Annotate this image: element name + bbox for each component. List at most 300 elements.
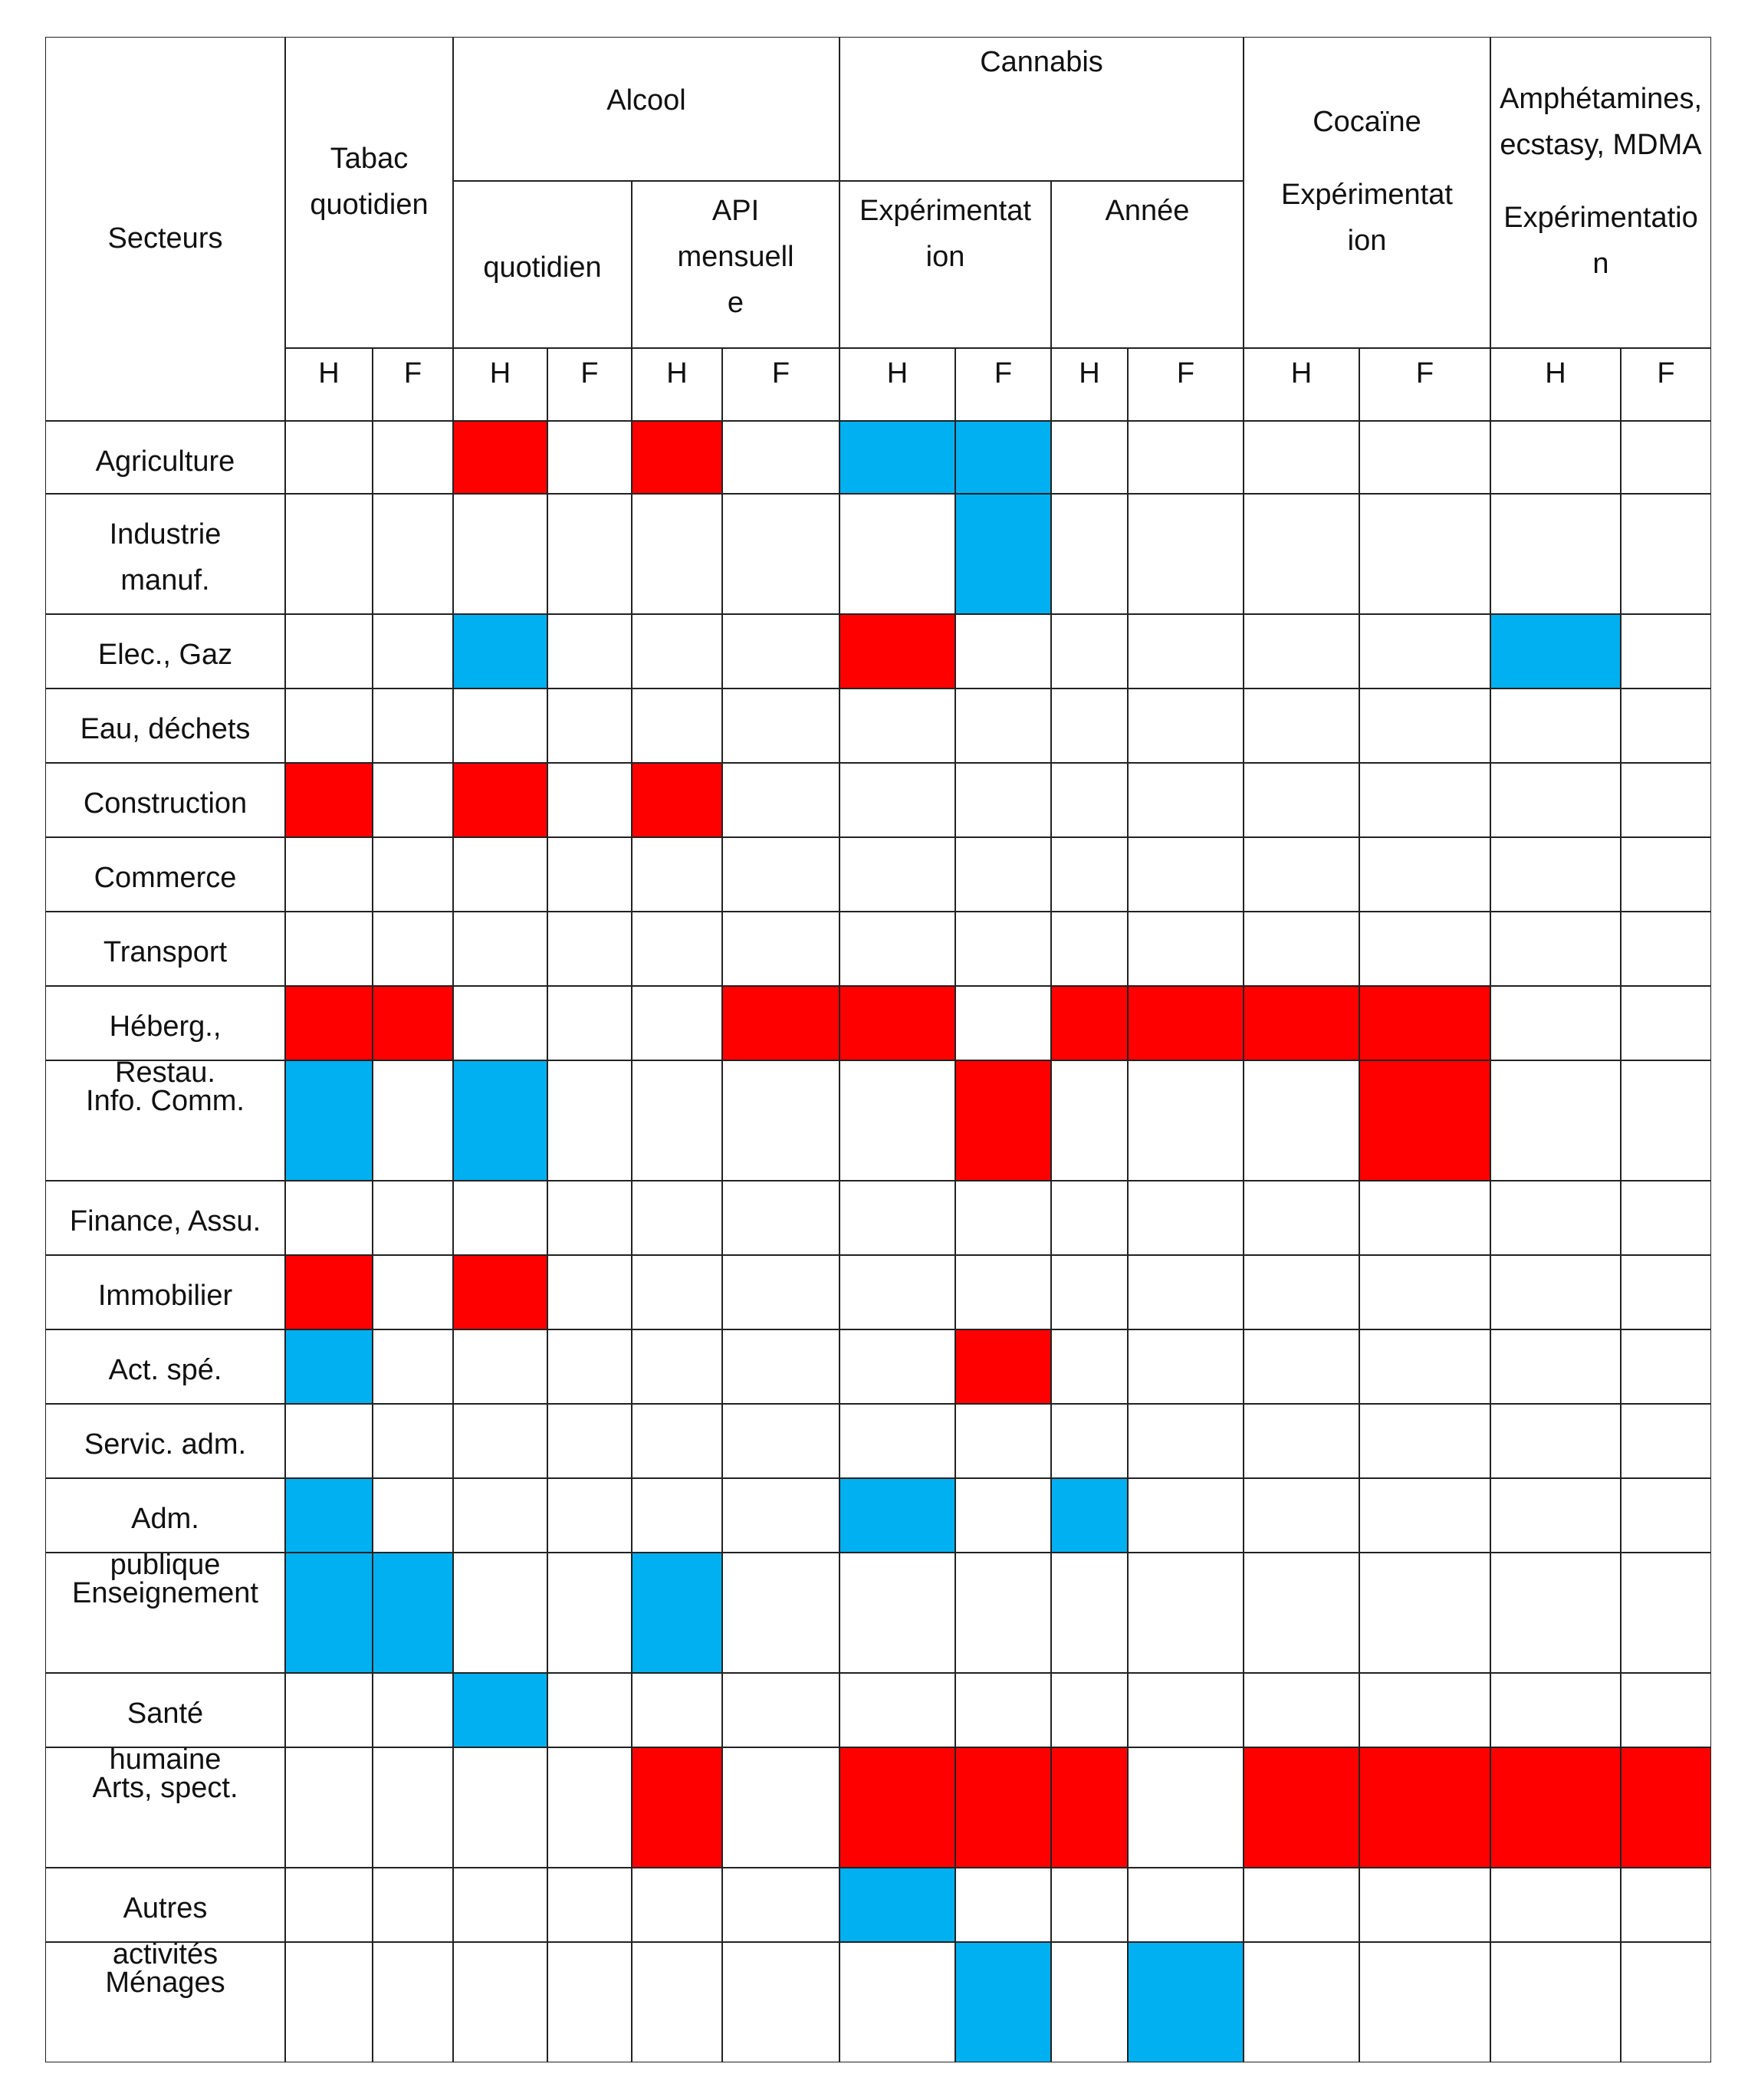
cell-empty [840, 1553, 955, 1673]
sector-label-line: publique [110, 1549, 221, 1581]
cell-empty [955, 688, 1051, 763]
tabac-header-line: quotidien [310, 189, 429, 221]
cell-empty [1490, 1478, 1621, 1553]
cell-red [1621, 1747, 1711, 1868]
sex-header-h [285, 348, 373, 421]
sex-header-f [1621, 348, 1711, 421]
cell-empty [285, 1747, 373, 1868]
sector-label-line: Héberg., [109, 1011, 222, 1043]
cell-empty [547, 1255, 632, 1329]
sex-header-h-line: H [1545, 357, 1566, 389]
cell-empty [1128, 912, 1244, 986]
cell-empty [1128, 1329, 1244, 1404]
cell-empty [840, 1942, 955, 2062]
cell-empty [955, 912, 1051, 986]
cell-red [1244, 986, 1359, 1060]
cell-empty [1051, 912, 1128, 986]
sex-header-f-text [1622, 349, 1710, 396]
cell-empty [632, 1255, 722, 1329]
cell-empty [547, 1868, 632, 1942]
sex-header-f [955, 348, 1051, 421]
sector-label-text [46, 1061, 284, 1124]
cell-empty [840, 1404, 955, 1478]
cell-empty [722, 837, 840, 912]
cell-red [285, 763, 373, 837]
cell-empty [1244, 912, 1359, 986]
cell-empty [547, 688, 632, 763]
sector-label [45, 763, 285, 837]
cell-empty [1359, 614, 1490, 688]
cell-empty [373, 1478, 453, 1553]
cell-red [722, 986, 840, 1060]
cell-empty [1244, 1404, 1359, 1478]
cell-empty [1128, 688, 1244, 763]
cell-empty [840, 1060, 955, 1181]
cell-empty [1128, 1181, 1244, 1255]
cell-red [1128, 986, 1244, 1060]
cell-empty [453, 1747, 547, 1868]
cell-red [1359, 1747, 1490, 1868]
amphetamines-header-line: n [1592, 248, 1609, 280]
cell-empty [1244, 1478, 1359, 1553]
cell-blue [840, 421, 955, 494]
cell-empty [373, 912, 453, 986]
cell-blue [955, 421, 1051, 494]
sex-header-f [1128, 348, 1244, 421]
cell-empty [1359, 912, 1490, 986]
cell-empty [373, 1942, 453, 2062]
sector-label [45, 421, 285, 494]
cell-empty [722, 1942, 840, 2062]
cell-empty [1128, 421, 1244, 494]
cell-empty [285, 1181, 373, 1255]
cell-empty [840, 494, 955, 614]
cell-empty [453, 1404, 547, 1478]
cell-red [632, 421, 722, 494]
cell-empty [1621, 1553, 1711, 1673]
cell-empty [1244, 1868, 1359, 1942]
cell-red [1359, 986, 1490, 1060]
cell-empty [632, 1060, 722, 1181]
cocaine-header-line [1244, 145, 1490, 172]
cell-empty [547, 421, 632, 494]
cannabis-experimentation-header-line: Expérimentat [859, 195, 1031, 227]
cell-empty [1128, 1404, 1244, 1478]
cell-empty [1051, 1553, 1128, 1673]
sex-header-h [1490, 348, 1621, 421]
cell-empty [453, 688, 547, 763]
sector-label-line: Restau. [115, 1057, 215, 1089]
cell-empty [1128, 1868, 1244, 1942]
sector-label-text [46, 912, 284, 975]
cell-empty [285, 1404, 373, 1478]
cell-empty [285, 1868, 373, 1942]
cell-empty [1490, 1404, 1621, 1478]
cell-empty [1051, 1181, 1128, 1255]
sector-label [45, 688, 285, 763]
cell-empty [1244, 1553, 1359, 1673]
tabac-header [285, 37, 453, 348]
cell-empty [373, 1747, 453, 1868]
sector-label-line: Immobilier [97, 1280, 233, 1312]
cell-empty [632, 1181, 722, 1255]
cell-empty [453, 1868, 547, 1942]
cell-empty [547, 912, 632, 986]
cell-red [1244, 1747, 1359, 1868]
sector-label-line: humaine [109, 1743, 222, 1776]
cell-empty [632, 614, 722, 688]
cell-empty [1051, 494, 1128, 614]
sector-label-line: Autres [123, 1892, 208, 1924]
cell-empty [840, 1329, 955, 1404]
cell-empty [1359, 1404, 1490, 1478]
sector-label-text [46, 1748, 284, 1811]
cell-red [840, 614, 955, 688]
cell-empty [547, 1060, 632, 1181]
cell-empty [632, 1329, 722, 1404]
cell-red [453, 421, 547, 494]
sector-label-text [46, 1943, 284, 2006]
sector-label [45, 1060, 285, 1181]
sector-label-line: Agriculture [95, 445, 235, 478]
cell-empty [1051, 1404, 1128, 1478]
sector-label-line: Ménages [105, 1967, 225, 1999]
cell-empty [373, 1404, 453, 1478]
cell-empty [1128, 494, 1244, 614]
cell-empty [840, 912, 955, 986]
cell-empty [840, 1673, 955, 1747]
sex-header-h-line: H [318, 357, 340, 389]
cell-empty [1128, 1060, 1244, 1181]
cell-empty [722, 1553, 840, 1673]
cell-empty [632, 837, 722, 912]
cell-red [285, 1255, 373, 1329]
cell-empty [955, 1673, 1051, 1747]
cell-red [373, 986, 453, 1060]
cell-empty [1621, 912, 1711, 986]
amphetamines-header [1490, 37, 1711, 348]
cell-empty [722, 1868, 840, 1942]
cell-blue [1490, 614, 1621, 688]
cannabis-experimentation-header [840, 181, 1051, 348]
cell-empty [1621, 986, 1711, 1060]
cell-red [453, 1255, 547, 1329]
cell-empty [1621, 1181, 1711, 1255]
cell-empty [722, 1255, 840, 1329]
cell-empty [1621, 1673, 1711, 1747]
cell-empty [547, 1553, 632, 1673]
cell-empty [632, 1942, 722, 2062]
cell-empty [453, 1478, 547, 1553]
cell-empty [1128, 614, 1244, 688]
cell-blue [1128, 1942, 1244, 2062]
sector-label-line: Act. spé. [108, 1354, 222, 1386]
cell-empty [1359, 1942, 1490, 2062]
tabac-header-line: Tabac [330, 143, 409, 175]
cell-empty [1621, 837, 1711, 912]
sector-label [45, 1868, 285, 1970]
cell-empty [1051, 1942, 1128, 2062]
cell-empty [547, 986, 632, 1060]
sex-header-h-text [1244, 349, 1359, 396]
cell-empty [1244, 1329, 1359, 1404]
cannabis-annee-header [1051, 181, 1244, 348]
sector-label [45, 1478, 285, 1581]
cell-empty [840, 1255, 955, 1329]
sex-header-f-line: F [1657, 357, 1675, 389]
cell-empty [1359, 494, 1490, 614]
amphetamines-header-line: Amphétamines, [1499, 83, 1702, 115]
cell-empty [1128, 1553, 1244, 1673]
cell-red [1051, 1747, 1128, 1868]
cell-blue [453, 1060, 547, 1181]
cell-empty [1051, 1673, 1128, 1747]
sector-label-line: Commerce [94, 862, 237, 894]
cell-empty [1051, 763, 1128, 837]
sector-label-text [46, 764, 284, 827]
cell-empty [1490, 1255, 1621, 1329]
cell-empty [1359, 1868, 1490, 1942]
cell-empty [722, 912, 840, 986]
cell-empty [373, 763, 453, 837]
cell-red [1490, 1747, 1621, 1868]
sex-header-h [632, 348, 722, 421]
cell-empty [955, 1404, 1051, 1478]
cell-empty [1359, 837, 1490, 912]
sex-header-f-text [723, 349, 839, 396]
cell-empty [1051, 421, 1128, 494]
sector-label-line: Finance, Assu. [69, 1205, 261, 1237]
cell-empty [547, 1181, 632, 1255]
sector-label-line: Servic. adm. [84, 1428, 247, 1461]
cannabis-header-line: Cannabis [980, 46, 1103, 78]
sector-label-text [46, 838, 284, 901]
sector-label [45, 1255, 285, 1329]
sectors-header [45, 37, 285, 421]
cell-red [955, 1060, 1051, 1181]
sex-header-h-text [286, 349, 372, 396]
cell-empty [722, 614, 840, 688]
cell-blue [453, 614, 547, 688]
sector-label-line: Transport [103, 936, 228, 968]
sex-header-f-text [1129, 349, 1243, 396]
cell-empty [1359, 1329, 1490, 1404]
sex-header-h-line: H [666, 357, 688, 389]
sector-label-text [46, 495, 284, 603]
cell-empty [1621, 1478, 1711, 1553]
cell-blue [285, 1553, 373, 1673]
amphetamines-header-line: ecstasy, MDMA [1500, 129, 1702, 161]
cell-empty [955, 1255, 1051, 1329]
sex-header-f-text [1360, 349, 1490, 396]
cell-empty [285, 912, 373, 986]
cannabis-experimentation-header-line: ion [925, 241, 965, 273]
cell-empty [453, 494, 547, 614]
cell-empty [453, 986, 547, 1060]
alcool-api-header-line: API [711, 195, 760, 227]
cell-empty [1128, 763, 1244, 837]
alcool-api-header-line: e [727, 287, 744, 319]
sector-label-text [46, 1330, 284, 1393]
cell-empty [722, 421, 840, 494]
cell-empty [547, 1747, 632, 1868]
cell-empty [722, 1404, 840, 1478]
cell-empty [722, 763, 840, 837]
sex-header-h [840, 348, 955, 421]
cell-empty [1128, 1673, 1244, 1747]
cell-blue [955, 494, 1051, 614]
sector-label [45, 1329, 285, 1404]
cell-empty [285, 1673, 373, 1747]
sector-label [45, 986, 285, 1089]
cell-empty [632, 1478, 722, 1553]
cell-blue [955, 1942, 1051, 2062]
cell-empty [840, 688, 955, 763]
cell-empty [373, 614, 453, 688]
cell-empty [722, 1747, 840, 1868]
sex-header-f-line: F [771, 357, 790, 389]
sex-header-f [547, 348, 632, 421]
cell-empty [1244, 1942, 1359, 2062]
cell-empty [1490, 1060, 1621, 1181]
cell-empty [1490, 1673, 1621, 1747]
cell-empty [373, 1060, 453, 1181]
cell-empty [1621, 494, 1711, 614]
sector-label [45, 912, 285, 986]
sector-label-line: manuf. [120, 564, 210, 596]
cell-empty [722, 1673, 840, 1747]
cell-blue [373, 1553, 453, 1673]
cell-empty [373, 1255, 453, 1329]
sector-substance-table [45, 37, 1711, 2063]
cell-empty [1490, 494, 1621, 614]
sector-label [45, 1404, 285, 1478]
cell-empty [1244, 614, 1359, 688]
sex-header-f [1359, 348, 1490, 421]
sector-label [45, 1673, 285, 1776]
cell-red [632, 763, 722, 837]
cell-empty [1490, 1329, 1621, 1404]
sector-label-text [46, 1181, 284, 1244]
sector-label-text [46, 615, 284, 678]
cell-empty [547, 1404, 632, 1478]
cell-empty [1128, 837, 1244, 912]
cell-empty [1490, 688, 1621, 763]
cell-empty [955, 1868, 1051, 1942]
cocaine-header-line: ion [1347, 225, 1387, 257]
sex-header-f-line: F [994, 357, 1013, 389]
alcool-api-header [632, 181, 840, 348]
cell-empty [1621, 688, 1711, 763]
cell-empty [1490, 1553, 1621, 1673]
sector-label-line: Santé [127, 1697, 204, 1730]
sector-label-line: Elec., Gaz [97, 639, 233, 671]
sector-label-text [46, 1405, 284, 1467]
cell-empty [547, 837, 632, 912]
cell-empty [1051, 1868, 1128, 1942]
sector-label-line: Construction [83, 787, 248, 820]
cell-blue [453, 1673, 547, 1747]
cell-empty [955, 763, 1051, 837]
sex-header-h-line: H [886, 357, 909, 389]
cell-empty [1051, 837, 1128, 912]
cell-empty [722, 1060, 840, 1181]
amphetamines-header-text [1491, 38, 1710, 287]
cell-empty [632, 688, 722, 763]
cell-empty [1244, 688, 1359, 763]
cell-empty [285, 1942, 373, 2062]
sex-header-h-text [1491, 349, 1620, 396]
cell-empty [722, 1329, 840, 1404]
cell-empty [453, 1181, 547, 1255]
cell-empty [1490, 986, 1621, 1060]
cell-red [1359, 1060, 1490, 1181]
cell-empty [1359, 421, 1490, 494]
sector-label-line: Enseignement [72, 1577, 258, 1609]
cell-empty [453, 912, 547, 986]
cell-empty [1621, 1942, 1711, 2062]
cell-empty [1490, 912, 1621, 986]
cell-empty [547, 1329, 632, 1404]
cell-empty [373, 1673, 453, 1747]
cocaine-header-text [1244, 38, 1490, 264]
cocaine-header-line: Cocaïne [1313, 106, 1421, 138]
cell-empty [285, 688, 373, 763]
cell-empty [1244, 1673, 1359, 1747]
cell-empty [1051, 688, 1128, 763]
cell-empty [285, 494, 373, 614]
cell-empty [1051, 1329, 1128, 1404]
cell-empty [632, 494, 722, 614]
cell-empty [1490, 1868, 1621, 1942]
cell-empty [1051, 1255, 1128, 1329]
cell-empty [1244, 837, 1359, 912]
cell-red [955, 1747, 1051, 1868]
sex-header-f-text [956, 349, 1050, 396]
cell-empty [1490, 1942, 1621, 2062]
sex-header-h-text [454, 349, 547, 396]
cannabis-header [840, 37, 1244, 181]
cell-blue [840, 1478, 955, 1553]
cell-empty [632, 912, 722, 986]
amphetamines-header-line [1491, 168, 1710, 195]
cell-blue [285, 1329, 373, 1404]
cell-blue [285, 1060, 373, 1181]
cell-empty [955, 1478, 1051, 1553]
cell-empty [453, 837, 547, 912]
sector-label [45, 494, 285, 614]
sex-header-f-line: F [1176, 357, 1195, 389]
sector-label [45, 1553, 285, 1673]
cell-empty [840, 1181, 955, 1255]
sector-label [45, 837, 285, 912]
sex-header-h-line: H [489, 357, 511, 389]
alcool-api-header-text [632, 182, 839, 326]
alcool-header [453, 37, 840, 181]
cell-empty [1621, 421, 1711, 494]
cell-empty [840, 763, 955, 837]
sex-header-f-text [548, 349, 631, 396]
sector-label [45, 614, 285, 688]
sector-label-text [46, 1256, 284, 1319]
cell-empty [955, 1181, 1051, 1255]
sector-label [45, 1747, 285, 1868]
cell-empty [1051, 1060, 1128, 1181]
cell-empty [373, 1329, 453, 1404]
sector-label [45, 1942, 285, 2062]
cell-empty [1359, 688, 1490, 763]
cell-empty [1621, 1868, 1711, 1942]
